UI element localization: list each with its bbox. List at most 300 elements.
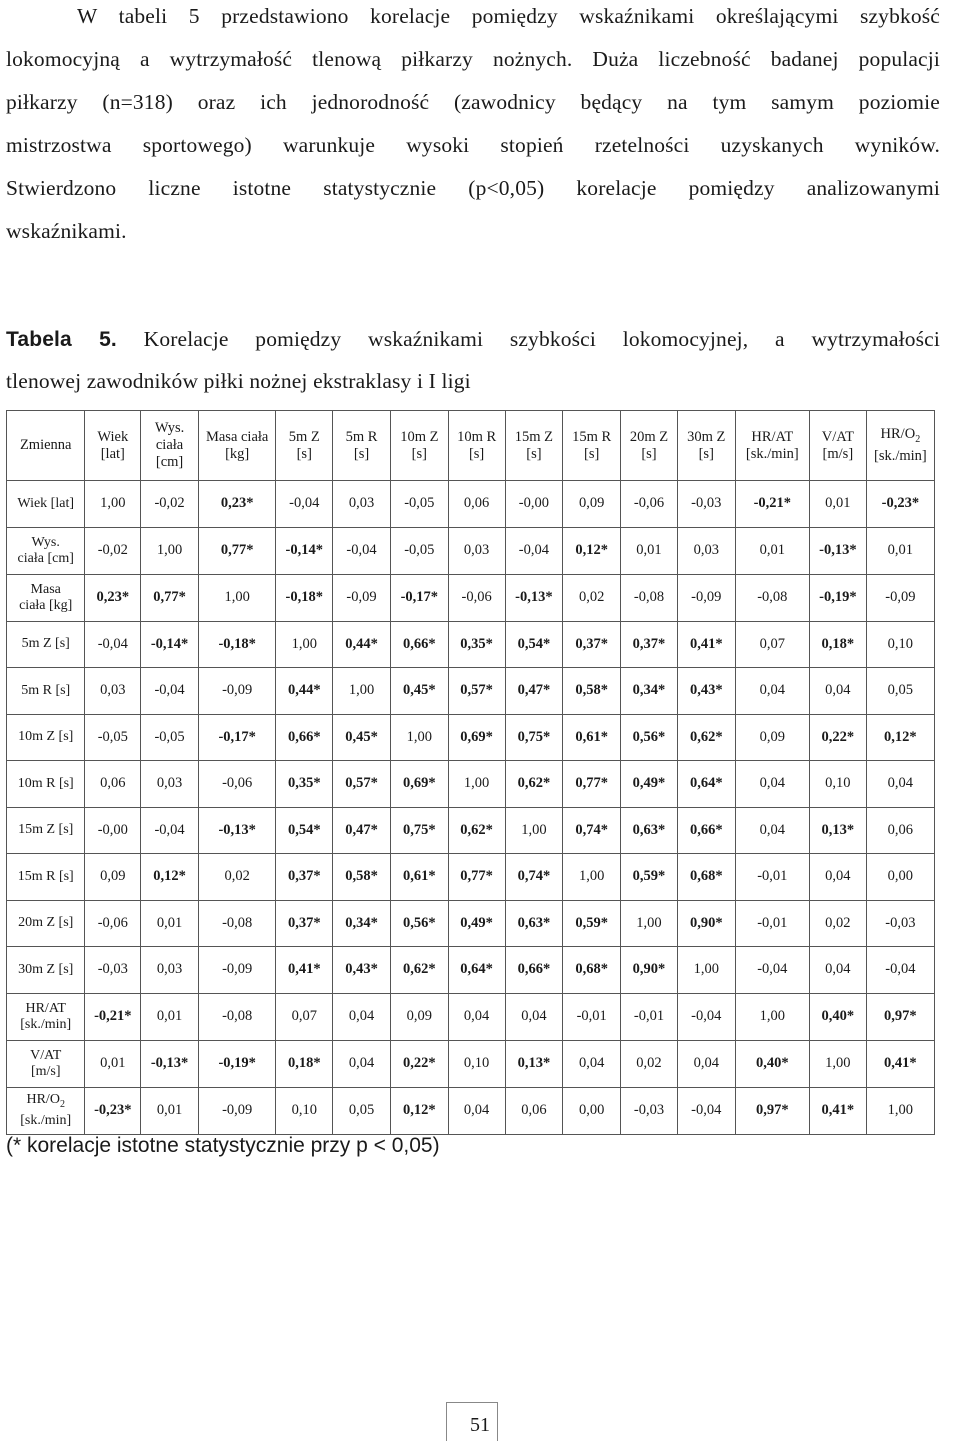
table-cell: -0,01 [563, 993, 621, 1040]
column-header-text: HR/AT [751, 428, 794, 445]
table-cell: 0,22* [809, 714, 866, 761]
column-header [621, 411, 678, 481]
table-cell: 0,03 [141, 947, 199, 994]
table-cell: -0,05 [141, 714, 199, 761]
table-cell: 0,04 [333, 1040, 391, 1087]
row-header [7, 714, 85, 761]
table-cell: -0,01 [735, 900, 809, 947]
table-cell: 0,41* [276, 947, 333, 994]
column-header-text: [cm] [155, 454, 184, 470]
table-cell: 0,13* [505, 1040, 563, 1087]
table-cell: -0,17* [198, 714, 275, 761]
table-cell: 1,00 [276, 621, 333, 668]
table-cell: 1,00 [141, 527, 199, 574]
paragraph-line: wskaźnikami. [6, 219, 127, 243]
table-row [7, 1087, 935, 1134]
table-cell: 0,10 [448, 1040, 505, 1087]
table-cell: 0,64* [448, 947, 505, 994]
paragraph-line: Stwierdzono liczne istotne statystycznie (p<0,05) korelacje pomiędzy analizowanymi [6, 176, 940, 200]
table-cell: 0,49* [621, 761, 678, 808]
table-cell: 0,41* [677, 621, 735, 668]
caption-text: Korelacje pomiędzy wskaźnikami szybkości lokomocyjnej, a wytrzymałości [143, 327, 940, 351]
table-cell: -0,00 [85, 807, 141, 854]
table-cell: 0,37* [563, 621, 621, 668]
table-cell: -0,08 [735, 574, 809, 621]
column-header [563, 411, 621, 481]
table-cell: 0,97* [735, 1087, 809, 1134]
column-header [276, 411, 333, 481]
table-cell: 0,12* [141, 854, 199, 901]
footnote: (* korelacje istotne statystycznie przy p < 0,05) [6, 1134, 440, 1157]
column-header-text: [s] [584, 445, 600, 462]
column-header-text: [sk./min] [745, 445, 799, 462]
table-cell: 0,45* [333, 714, 391, 761]
table-cell: 0,18* [809, 621, 866, 668]
table-cell: 0,77* [141, 574, 199, 621]
table-cell: 0,12* [563, 527, 621, 574]
table-cell: 0,02 [563, 574, 621, 621]
table-row [7, 668, 935, 715]
table-cell: 0,09 [390, 993, 448, 1040]
table-row [7, 481, 935, 528]
table-cell: -0,04 [677, 993, 735, 1040]
column-header [677, 411, 735, 481]
table-cell: 0,37* [276, 900, 333, 947]
table-cell: 0,06 [866, 807, 934, 854]
table-cell: 0,74* [563, 807, 621, 854]
column-header-text: ciała [155, 437, 184, 453]
table-cell: 1,00 [866, 1087, 934, 1134]
column-header [198, 411, 275, 481]
row-header-text: 5m R [s] [21, 682, 71, 698]
table-cell: 0,04 [333, 993, 391, 1040]
table-cell: -0,09 [198, 1087, 275, 1134]
table-cell: -0,13* [141, 1040, 199, 1087]
paragraph-line-text: W tabeli 5 przedstawiono korelacje pomiędzy wskaźnikami określającymi szybkość [77, 4, 940, 28]
table-cell: 0,44* [276, 668, 333, 715]
column-header [505, 411, 563, 481]
table-cell: -0,04 [735, 947, 809, 994]
table-cell: 0,66* [505, 947, 563, 994]
table-cell: -0,03 [866, 900, 934, 947]
table-cell: 0,12* [866, 714, 934, 761]
table-cell: 0,22* [390, 1040, 448, 1087]
table-cell: -0,18* [276, 574, 333, 621]
table-cell: 0,02 [621, 1040, 678, 1087]
table-cell: 0,04 [448, 993, 505, 1040]
table-cell: 0,74* [505, 854, 563, 901]
table-cell: 0,90* [677, 900, 735, 947]
table-row [7, 807, 935, 854]
table-cell: -0,06 [621, 481, 678, 528]
row-header-text: [sk./min] [20, 1112, 72, 1128]
table-cell: -0,17* [390, 574, 448, 621]
table-cell: 0,04 [809, 947, 866, 994]
row-header [7, 481, 85, 528]
row-header-text: [sk./min] [20, 1016, 72, 1032]
table-cell: 0,10 [276, 1087, 333, 1134]
table-header-row [7, 411, 935, 481]
column-header-text: HR/O [880, 426, 916, 443]
table-cell: 0,75* [390, 807, 448, 854]
table-cell: -0,23* [866, 481, 934, 528]
table-row [7, 947, 935, 994]
table-cell: -0,08 [198, 993, 275, 1040]
table-cell: 0,06 [85, 761, 141, 808]
table-cell: 0,66* [390, 621, 448, 668]
table-cell: -0,19* [198, 1040, 275, 1087]
table-cell: 0,40* [735, 1040, 809, 1087]
row-header-text: 15m R [s] [17, 868, 74, 884]
table-cell: -0,06 [198, 761, 275, 808]
table-cell: -0,08 [198, 900, 275, 947]
row-header-text: ciała [kg] [19, 597, 73, 613]
table-cell: 0,45* [390, 668, 448, 715]
table-cell: 0,01 [141, 1087, 199, 1134]
table-cell: 0,03 [677, 527, 735, 574]
table-cell: 0,01 [735, 527, 809, 574]
table-row [7, 900, 935, 947]
table-cell: 0,01 [621, 527, 678, 574]
table-cell: -0,03 [621, 1087, 678, 1134]
table-cell: 0,34* [333, 900, 391, 947]
table-cell: 0,69* [448, 714, 505, 761]
column-header-text: V/AT [821, 428, 854, 445]
table-row [7, 574, 935, 621]
table-cell: -0,04 [85, 621, 141, 668]
table-cell: 0,04 [505, 993, 563, 1040]
row-header [7, 807, 85, 854]
row-header-text: 20m Z [s] [18, 915, 74, 931]
table-cell: 0,63* [505, 900, 563, 947]
table-cell: 0,40* [809, 993, 866, 1040]
column-header [141, 411, 199, 481]
table-cell: 0,59* [621, 854, 678, 901]
row-header-text: 30m Z [s] [18, 961, 74, 977]
paragraph-line [6, 4, 940, 34]
row-header-text: [m/s] [30, 1063, 61, 1079]
table-cell: 0,54* [276, 807, 333, 854]
row-header [7, 947, 85, 994]
page-number: 51 [470, 1414, 490, 1436]
table-cell: -0,18* [198, 621, 275, 668]
table-cell: 0,61* [563, 714, 621, 761]
row-header [7, 1087, 85, 1134]
table-cell: -0,13* [505, 574, 563, 621]
table-cell: 0,01 [866, 527, 934, 574]
row-header-text: Wys. [31, 534, 60, 550]
table-cell: 0,57* [333, 761, 391, 808]
table-cell: 0,01 [141, 900, 199, 947]
table-cell: 0,63* [621, 807, 678, 854]
table-cell: 0,77* [448, 854, 505, 901]
table-cell: 1,00 [198, 574, 275, 621]
table-row [7, 854, 935, 901]
table-cell: 0,01 [85, 1040, 141, 1087]
row-header [7, 854, 85, 901]
table-cell: 0,09 [85, 854, 141, 901]
caption-line [6, 327, 940, 357]
table-cell: 1,00 [677, 947, 735, 994]
table-cell: 1,00 [448, 761, 505, 808]
row-header [7, 761, 85, 808]
table-cell: 0,58* [563, 668, 621, 715]
row-header-text: V/AT [30, 1047, 62, 1063]
table-cell: 0,54* [505, 621, 563, 668]
row-header [7, 621, 85, 668]
table-cell: -0,04 [276, 481, 333, 528]
table-cell: 1,00 [735, 993, 809, 1040]
table-cell: 0,12* [390, 1087, 448, 1134]
table-cell: -0,03 [677, 481, 735, 528]
column-header-text: [m/s] [822, 445, 854, 462]
table-cell: -0,04 [141, 807, 199, 854]
table-cell: 0,04 [448, 1087, 505, 1134]
paragraph-line: mistrzostwa sportowego) warunkuje wysoki stopień rzetelności uzyskanych wyników. [6, 133, 940, 157]
table-cell: 0,47* [333, 807, 391, 854]
table-cell: 0,41* [866, 1040, 934, 1087]
table-cell: -0,09 [677, 574, 735, 621]
table-cell: -0,05 [390, 481, 448, 528]
column-header-text: [s] [641, 445, 657, 462]
column-header-text: 15m R [572, 428, 612, 445]
table-cell: 0,13* [809, 807, 866, 854]
table-cell: -0,04 [677, 1087, 735, 1134]
header-corner: Zmienna [7, 411, 85, 481]
table-cell: 0,43* [333, 947, 391, 994]
column-header-text: 10m R [457, 428, 497, 445]
table-cell: -0,04 [866, 947, 934, 994]
row-header [7, 900, 85, 947]
table-cell: -0,14* [141, 621, 199, 668]
table-cell: 0,43* [677, 668, 735, 715]
table-cell: -0,04 [333, 527, 391, 574]
table-cell: 0,56* [390, 900, 448, 947]
table-cell: -0,05 [85, 714, 141, 761]
table-cell: -0,13* [198, 807, 275, 854]
table-row [7, 761, 935, 808]
column-header-text: [s] [353, 445, 370, 462]
table-cell: -0,01 [735, 854, 809, 901]
table-cell: -0,09 [866, 574, 934, 621]
table-cell: 0,34* [621, 668, 678, 715]
table-cell: 0,03 [141, 761, 199, 808]
table-cell: 1,00 [333, 668, 391, 715]
table-cell: 0,06 [448, 481, 505, 528]
row-header [7, 993, 85, 1040]
table-cell: 0,37* [621, 621, 678, 668]
table-cell: 0,09 [735, 714, 809, 761]
column-header-text: 20m Z [629, 428, 669, 445]
table-cell: 0,41* [809, 1087, 866, 1134]
table-cell: -0,00 [505, 481, 563, 528]
table-cell: 0,04 [735, 668, 809, 715]
table-cell: 0,05 [333, 1087, 391, 1134]
row-header-text: 10m Z [s] [18, 729, 74, 745]
table-row [7, 1040, 935, 1087]
table-cell: 0,07 [735, 621, 809, 668]
table-cell: 0,62* [390, 947, 448, 994]
table-row [7, 527, 935, 574]
column-header [866, 411, 934, 481]
column-header-text: Wys. [154, 420, 185, 436]
table-cell: 0,04 [563, 1040, 621, 1087]
table-cell: 0,06 [505, 1087, 563, 1134]
table-cell: 0,61* [390, 854, 448, 901]
table-cell: 0,47* [505, 668, 563, 715]
column-header [448, 411, 505, 481]
column-header-text: [sk./min] [873, 447, 927, 464]
table-cell: 0,09 [563, 481, 621, 528]
table-cell: 0,59* [563, 900, 621, 947]
paragraph-line: piłkarzy (n=318) oraz ich jednorodność (zawodnicy będący na tym samym poziomie [6, 90, 940, 114]
table-cell: 0,07 [276, 993, 333, 1040]
correlation-table [6, 410, 935, 1135]
table-cell: -0,02 [85, 527, 141, 574]
table-cell: 1,00 [505, 807, 563, 854]
column-header-text: [s] [296, 445, 312, 462]
column-header [735, 411, 809, 481]
table-cell: -0,08 [621, 574, 678, 621]
column-header-text: [s] [411, 445, 427, 462]
table-cell: 0,23* [85, 574, 141, 621]
column-header [809, 411, 866, 481]
row-header-text: ciała [cm] [17, 550, 74, 566]
table-cell: -0,06 [448, 574, 505, 621]
column-header-text: Masa ciała [205, 428, 269, 445]
row-header-text: 5m Z [s] [21, 636, 70, 652]
table-row [7, 714, 935, 761]
column-header-text: 30m Z [687, 428, 726, 445]
table-cell: -0,06 [85, 900, 141, 947]
table-cell: 0,49* [448, 900, 505, 947]
column-header-text: 5m Z [288, 428, 320, 445]
table-cell: 0,97* [866, 993, 934, 1040]
table-cell: 0,68* [677, 854, 735, 901]
table-cell: 1,00 [621, 900, 678, 947]
table-row [7, 993, 935, 1040]
table-cell: 0,10 [866, 621, 934, 668]
table-cell: 0,69* [390, 761, 448, 808]
table-cell: 0,05 [866, 668, 934, 715]
table-cell: 0,37* [276, 854, 333, 901]
table-cell: 0,58* [333, 854, 391, 901]
table-cell: 0,64* [677, 761, 735, 808]
table-cell: -0,13* [809, 527, 866, 574]
table-cell: 0,44* [333, 621, 391, 668]
table-cell: 0,00 [866, 854, 934, 901]
table-body [7, 481, 935, 1135]
row-header-text: Wiek [lat] [17, 495, 74, 511]
table-cell: 0,01 [141, 993, 199, 1040]
subscript: 2 [915, 433, 921, 445]
column-header-text: [s] [526, 445, 542, 462]
table-cell: 0,68* [563, 947, 621, 994]
table-cell: 0,04 [677, 1040, 735, 1087]
row-header-text: HR/AT [25, 1000, 66, 1016]
table-cell: 0,04 [809, 668, 866, 715]
column-header-text: 10m Z [400, 428, 439, 445]
row-header-text: HR/O [26, 1092, 60, 1108]
table-cell: 0,01 [809, 481, 866, 528]
table-cell: 0,02 [198, 854, 275, 901]
table-cell: 0,03 [85, 668, 141, 715]
column-header-text: [kg] [225, 445, 250, 462]
table-cell: 1,00 [563, 854, 621, 901]
column-header-text: 5m R [345, 428, 378, 445]
column-header-text: [s] [698, 445, 714, 462]
table-cell: 0,66* [276, 714, 333, 761]
table-cell: 1,00 [85, 481, 141, 528]
caption-label: Tabela 5. [6, 328, 117, 351]
table-cell: 0,10 [809, 761, 866, 808]
table-cell: 1,00 [390, 714, 448, 761]
table-cell: 0,62* [677, 714, 735, 761]
table-cell: -0,02 [141, 481, 199, 528]
row-header [7, 1040, 85, 1087]
table-cell: 0,77* [198, 527, 275, 574]
table-cell: 0,00 [563, 1087, 621, 1134]
table-cell: 0,62* [505, 761, 563, 808]
table-cell: 0,66* [677, 807, 735, 854]
table-row [7, 621, 935, 668]
table-cell: -0,09 [333, 574, 391, 621]
table-cell: 0,04 [866, 761, 934, 808]
column-header [85, 411, 141, 481]
row-header [7, 574, 85, 621]
table-cell: -0,04 [505, 527, 563, 574]
table-cell: 0,90* [621, 947, 678, 994]
subscript: 2 [59, 1098, 65, 1110]
column-header-text: [lat] [100, 445, 125, 462]
row-header-text: Masa [30, 581, 61, 597]
table-cell: 0,03 [448, 527, 505, 574]
table-cell: -0,23* [85, 1087, 141, 1134]
table-cell: -0,19* [809, 574, 866, 621]
row-header-text: 10m R [s] [17, 775, 74, 791]
table-cell: -0,04 [141, 668, 199, 715]
table-cell: -0,01 [621, 993, 678, 1040]
table-cell: 0,57* [448, 668, 505, 715]
row-header-text: 15m Z [s] [18, 822, 74, 838]
table-cell: -0,21* [85, 993, 141, 1040]
column-header-text: [s] [468, 445, 485, 462]
table-cell: -0,03 [85, 947, 141, 994]
table-cell: 0,03 [333, 481, 391, 528]
row-header [7, 527, 85, 574]
table-cell: 0,77* [563, 761, 621, 808]
caption-line: tlenowej zawodników piłki nożnej ekstraklasy i I ligi [6, 369, 471, 393]
table-cell: 0,02 [809, 900, 866, 947]
table-cell: 0,23* [198, 481, 275, 528]
column-header [390, 411, 448, 481]
column-header [333, 411, 391, 481]
row-header [7, 668, 85, 715]
paragraph-line: lokomocyjną a wytrzymałość tlenową piłkarzy nożnych. Duża liczebność badanej populacji [6, 47, 940, 71]
table-cell: -0,14* [276, 527, 333, 574]
table-cell: -0,09 [198, 668, 275, 715]
table-cell: 0,18* [276, 1040, 333, 1087]
table-cell: 0,04 [735, 761, 809, 808]
table-cell: -0,21* [735, 481, 809, 528]
table-cell: 0,04 [735, 807, 809, 854]
table-cell: 0,62* [448, 807, 505, 854]
table-cell: 0,35* [448, 621, 505, 668]
column-header-text: 15m Z [514, 428, 554, 445]
table-cell: 0,75* [505, 714, 563, 761]
column-header-text: Wiek [97, 428, 129, 445]
table-cell: 0,56* [621, 714, 678, 761]
